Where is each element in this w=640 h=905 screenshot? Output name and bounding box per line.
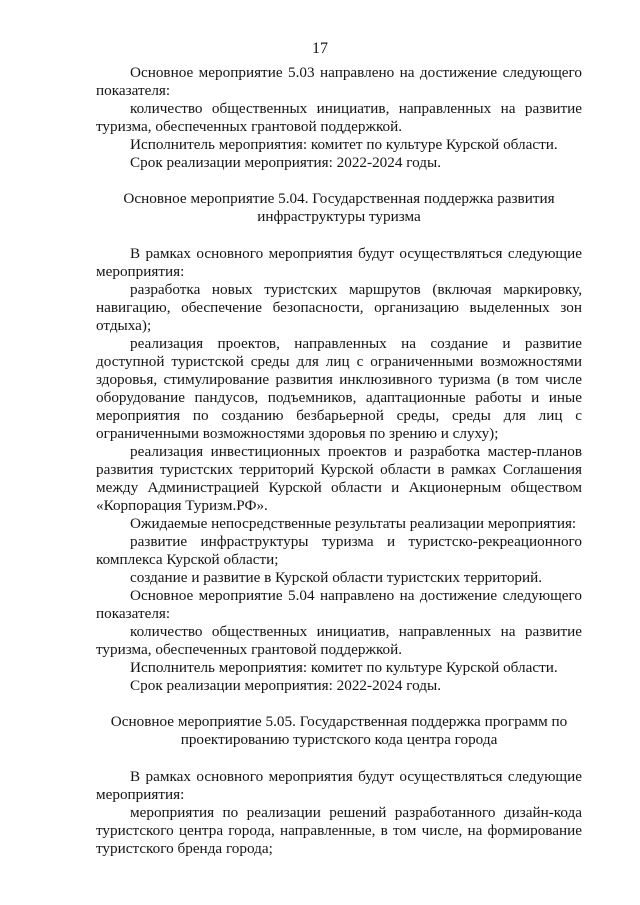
paragraph: разработка новых туристских маршрутов (включая маркировку, навигацию, обеспечение безопасности, организацию выделенных зон отдыха);: [96, 281, 582, 334]
section-heading: Основное мероприятие 5.04. Государственная поддержка развития инфраструктуры туризма: [123, 190, 555, 225]
paragraph: мероприятия по реализации решений разработанного дизайн-кода туристского центра города, направленные, в том числе, на формирование туристского бренда города;: [96, 804, 582, 857]
section-spacer: [96, 749, 582, 768]
section-spacer: [96, 226, 582, 245]
paragraph: Срок реализации мероприятия: 2022-2024 годы.: [130, 154, 441, 171]
paragraph: реализация проектов, направленных на создание и развитие доступной туристской среды для лиц с ограниченными возможностями здоровья, стимулирование развития инклюзивного туризма (в том числе оборудование пандусов, подъемников, адаптационные работы и иные мероприятия по созданию безбарьерной среды, среды для лиц с ограниченными возможностями здоровья по зрению и слуху);: [96, 335, 582, 442]
paragraph: Основное мероприятие 5.03 направлено на достижение следующего показателя:: [96, 64, 582, 99]
paragraph: Срок реализации мероприятия: 2022-2024 годы.: [130, 677, 441, 694]
section-spacer: [96, 695, 582, 713]
paragraph: количество общественных инициатив, направленных на развитие туризма, обеспеченных грантовой поддержкой.: [96, 623, 582, 658]
paragraph: Исполнитель мероприятия: комитет по культуре Курской области.: [130, 659, 558, 676]
paragraph: Исполнитель мероприятия: комитет по культуре Курской области.: [130, 136, 558, 153]
paragraph: развитие инфраструктуры туризма и туристско-рекреационного комплекса Курской области;: [96, 533, 582, 568]
paragraph: реализация инвестиционных проектов и разработка мастер-планов развития туристских территорий Курской области в рамках Соглашения между Администрацией Курской области и Акционерным обществом «Корпорация Туризм.РФ».: [96, 443, 582, 514]
paragraph: количество общественных инициатив, направленных на развитие туризма, обеспеченных грантовой поддержкой.: [96, 100, 582, 135]
page-number: 17: [312, 40, 328, 57]
section-heading: Основное мероприятие 5.05. Государственная поддержка программ по проектированию туристского кода центра города: [110, 713, 568, 748]
paragraph: создание и развитие в Курской области туристских территорий.: [130, 569, 543, 586]
section-spacer: [96, 172, 582, 190]
paragraph: В рамках основного мероприятия будут осуществляться следующие мероприятия:: [96, 245, 582, 280]
paragraph: Основное мероприятие 5.04 направлено на достижение следующего показателя:: [96, 587, 582, 622]
paragraph: В рамках основного мероприятия будут осуществляться следующие мероприятия:: [96, 768, 582, 803]
paragraph: Ожидаемые непосредственные результаты реализации мероприятия:: [130, 515, 577, 532]
document-body: [96, 64, 582, 858]
